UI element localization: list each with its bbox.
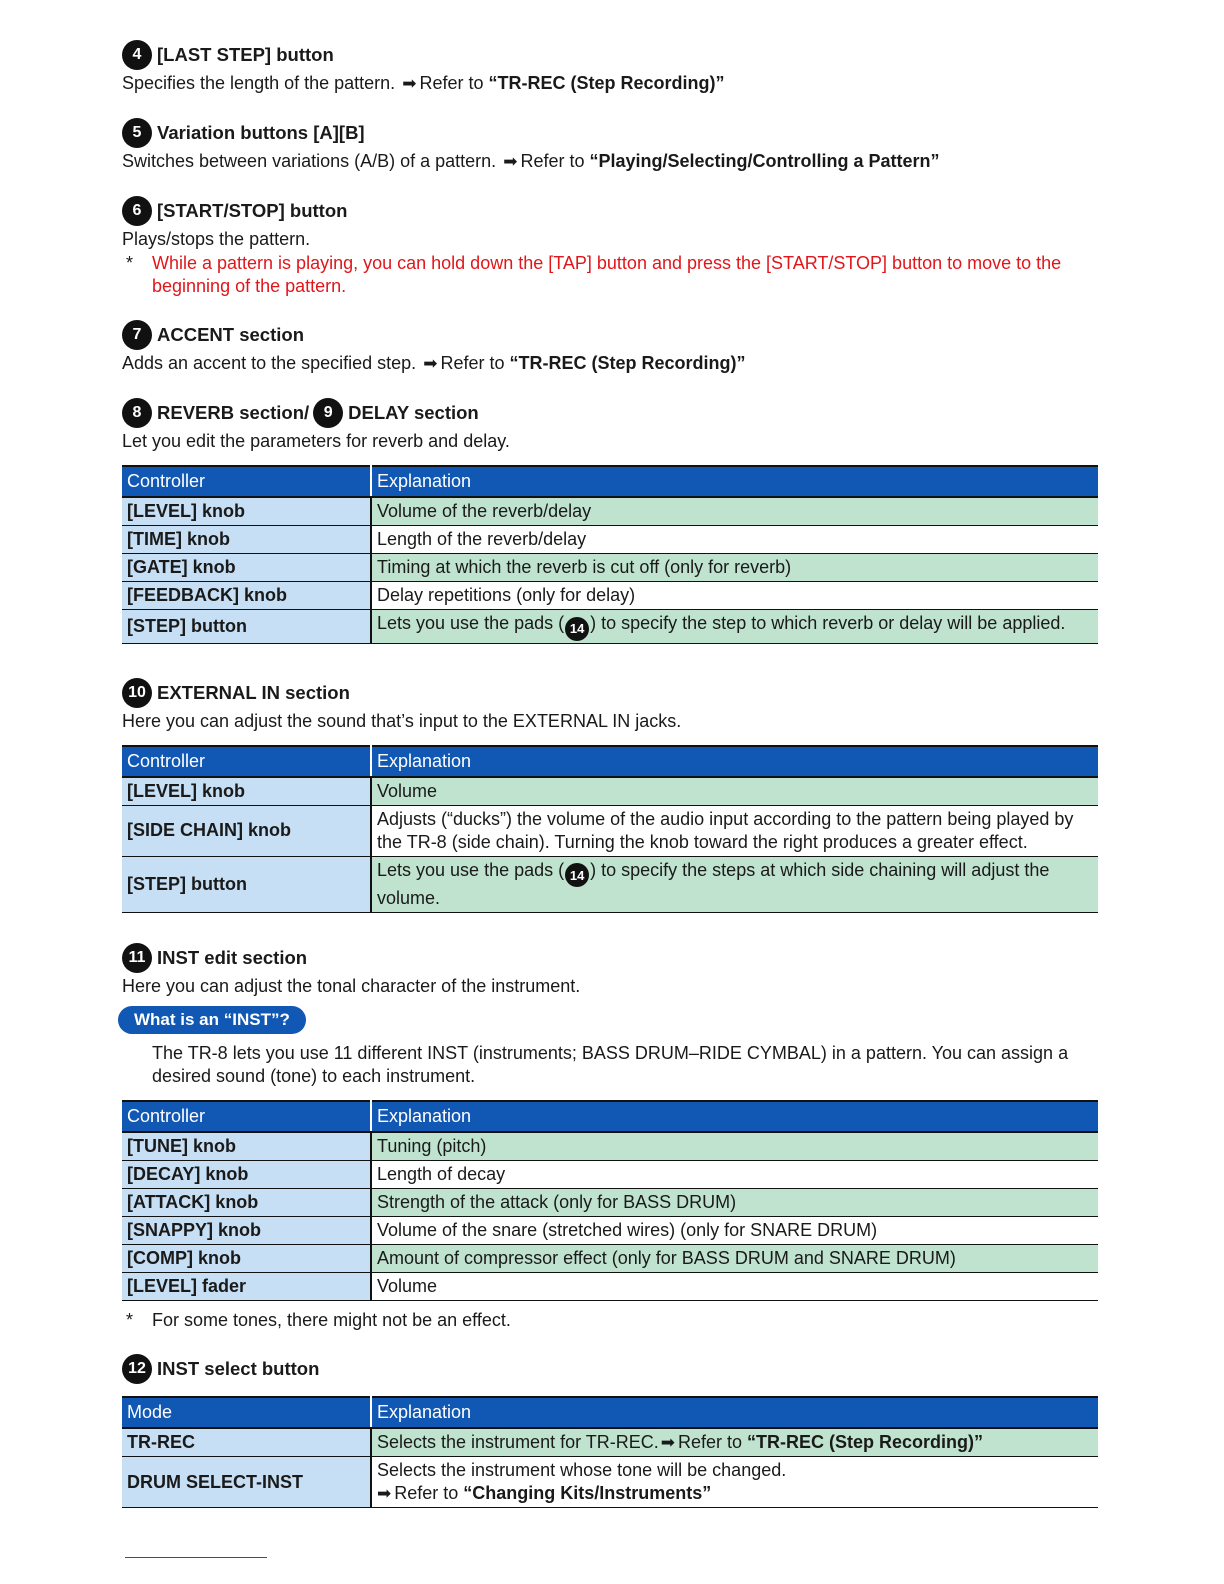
section-description: Plays/stops the pattern. bbox=[122, 229, 311, 249]
table-row bbox=[122, 1161, 1098, 1189]
section-inst-select bbox=[122, 1354, 1100, 1508]
explanation-cell bbox=[371, 856, 1098, 913]
arrow-right-icon: ➡ bbox=[503, 152, 518, 171]
table-row bbox=[122, 1132, 1098, 1161]
table-header bbox=[122, 1397, 1098, 1428]
section-title: [LAST STEP] button bbox=[157, 44, 334, 65]
explanation-cell: Timing at which the reverb is cut off (only for reverb) bbox=[371, 554, 1098, 582]
section-heading bbox=[122, 398, 1100, 428]
section-title: INST edit section bbox=[157, 947, 308, 968]
section-description bbox=[122, 71, 1100, 96]
table-header bbox=[122, 746, 1098, 777]
arrow-right-icon: ➡ bbox=[423, 354, 438, 373]
section-last-step bbox=[122, 40, 1100, 96]
section-heading bbox=[122, 943, 1100, 973]
footer-divider bbox=[125, 1557, 267, 1558]
column-header: Controller bbox=[122, 466, 371, 497]
explanation-text: Selects the instrument for TR-REC. bbox=[377, 1432, 659, 1452]
table-row bbox=[122, 1245, 1098, 1273]
note bbox=[122, 252, 1100, 298]
section-reverb-delay bbox=[122, 398, 1100, 644]
number-badge: 6 bbox=[122, 196, 152, 226]
arrow-right-icon: ➡ bbox=[377, 1484, 392, 1503]
refer-label: Refer to bbox=[678, 1432, 748, 1452]
table-row bbox=[122, 1189, 1098, 1217]
info-pill: What is an “INST”? bbox=[118, 1006, 306, 1034]
table-header bbox=[122, 1101, 1098, 1132]
pads-number-badge: 14 bbox=[565, 863, 589, 887]
table-header bbox=[122, 466, 1098, 497]
explanation-cell: Delay repetitions (only for delay) bbox=[371, 582, 1098, 610]
section-inst-edit bbox=[122, 943, 1100, 1332]
number-badge: 7 bbox=[122, 320, 152, 350]
mode-cell: DRUM SELECT-INST bbox=[122, 1457, 371, 1508]
controller-cell: [SNAPPY] knob bbox=[122, 1217, 371, 1245]
external-in-table bbox=[122, 745, 1098, 914]
explanation-text: Lets you use the pads ( bbox=[377, 613, 565, 633]
section-title: REVERB section/ bbox=[157, 402, 310, 423]
table-row bbox=[122, 1428, 1098, 1457]
section-description: Let you edit the parameters for reverb and delay. bbox=[122, 431, 510, 451]
controller-cell: [TIME] knob bbox=[122, 526, 371, 554]
cross-reference-link[interactable]: “TR-REC (Step Recording)” bbox=[488, 73, 725, 93]
section-title: INST select button bbox=[157, 1358, 320, 1379]
controller-cell: [LEVEL] knob bbox=[122, 497, 371, 526]
table-row bbox=[122, 805, 1098, 856]
explanation-cell bbox=[371, 1428, 1098, 1457]
note bbox=[122, 1309, 1100, 1332]
column-header: Mode bbox=[122, 1397, 371, 1428]
explanation-cell: Length of decay bbox=[371, 1161, 1098, 1189]
arrow-right-icon: ➡ bbox=[660, 1433, 676, 1452]
column-header: Explanation bbox=[371, 746, 1098, 777]
section-title: Variation buttons [A][B] bbox=[157, 122, 365, 143]
controller-cell: [DECAY] knob bbox=[122, 1161, 371, 1189]
cross-reference-link[interactable]: “Playing/Selecting/Controlling a Pattern” bbox=[589, 151, 940, 171]
section-heading bbox=[122, 196, 1100, 226]
explanation-cell: Tuning (pitch) bbox=[371, 1132, 1098, 1161]
section-heading bbox=[122, 320, 1100, 350]
controller-cell: [GATE] knob bbox=[122, 554, 371, 582]
table-row bbox=[122, 1217, 1098, 1245]
section-title: [START/STOP] button bbox=[157, 200, 348, 221]
controller-cell: [SIDE CHAIN] knob bbox=[122, 805, 371, 856]
section-description: Here you can adjust the tonal character of the instrument. bbox=[122, 976, 581, 996]
column-header: Controller bbox=[122, 746, 371, 777]
controller-cell: [FEEDBACK] knob bbox=[122, 582, 371, 610]
explanation-text: Lets you use the pads ( bbox=[377, 859, 565, 880]
section-description: Here you can adjust the sound that’s input to the EXTERNAL IN jacks. bbox=[122, 710, 682, 731]
description-text: Adds an accent to the specified step. bbox=[122, 353, 417, 373]
cross-reference-link[interactable]: “TR-REC (Step Recording)” bbox=[747, 1432, 984, 1452]
inst-select-table bbox=[122, 1396, 1098, 1508]
table-row bbox=[122, 610, 1098, 644]
section-title: EXTERNAL IN section bbox=[157, 681, 350, 703]
table-row bbox=[122, 1457, 1098, 1508]
column-header: Explanation bbox=[371, 1101, 1098, 1132]
arrow-right-icon: ➡ bbox=[402, 74, 417, 93]
explanation-cell: Strength of the attack (only for BASS DRUM) bbox=[371, 1189, 1098, 1217]
explanation-cell bbox=[371, 1457, 1098, 1508]
refer-label: Refer to bbox=[394, 1483, 464, 1503]
section-accent bbox=[122, 320, 1100, 376]
number-badge: 11 bbox=[122, 943, 152, 973]
number-badge: 10 bbox=[122, 678, 152, 708]
cross-reference-link[interactable]: “TR-REC (Step Recording)” bbox=[509, 353, 746, 373]
column-header: Explanation bbox=[371, 1397, 1098, 1428]
section-heading bbox=[122, 40, 1100, 70]
column-header: Explanation bbox=[371, 466, 1098, 497]
section-description bbox=[122, 149, 1100, 174]
table-row bbox=[122, 554, 1098, 582]
section-heading bbox=[122, 118, 1100, 148]
table-row bbox=[122, 497, 1098, 526]
number-badge: 9 bbox=[313, 398, 343, 428]
section-description bbox=[122, 351, 1100, 376]
description-text: Switches between variations (A/B) of a pattern. bbox=[122, 151, 497, 171]
cross-reference-link[interactable]: “Changing Kits/Instruments” bbox=[463, 1483, 712, 1503]
explanation-cell: Adjusts (“ducks”) the volume of the audio input according to the pattern being played by the TR-8 (side chain). Turning the knob toward the right produces a greater effect. bbox=[371, 805, 1098, 856]
note-asterisk: * bbox=[126, 253, 134, 273]
controller-cell: [STEP] button bbox=[122, 856, 371, 913]
table-row bbox=[122, 856, 1098, 913]
explanation-cell: Length of the reverb/delay bbox=[371, 526, 1098, 554]
mode-cell: TR-REC bbox=[122, 1428, 371, 1457]
manual-page bbox=[122, 40, 1100, 1530]
note-asterisk: * bbox=[126, 1310, 134, 1330]
explanation-cell: Volume of the snare (stretched wires) (only for SNARE DRUM) bbox=[371, 1217, 1098, 1245]
number-badge: 12 bbox=[122, 1354, 152, 1384]
section-variation-buttons bbox=[122, 118, 1100, 174]
explanation-cell: Volume bbox=[371, 777, 1098, 806]
note-text: While a pattern is playing, you can hold down the [TAP] button and press the [START/STOP] button to move to the beginning of the pattern. bbox=[152, 253, 1062, 296]
table-row bbox=[122, 1273, 1098, 1301]
pads-number-badge: 14 bbox=[565, 617, 589, 641]
refer-label: Refer to bbox=[520, 151, 590, 171]
note-text: For some tones, there might not be an effect. bbox=[152, 1310, 511, 1330]
table-row bbox=[122, 582, 1098, 610]
controller-cell: [STEP] button bbox=[122, 610, 371, 644]
controller-cell: [ATTACK] knob bbox=[122, 1189, 371, 1217]
column-header: Controller bbox=[122, 1101, 371, 1132]
explanation-cell bbox=[371, 610, 1098, 644]
explanation-text: Selects the instrument whose tone will be changed. bbox=[377, 1460, 787, 1480]
explanation-text: ) to specify the steps at which side chaining will adjust the volume. bbox=[377, 859, 1050, 908]
controller-cell: [LEVEL] knob bbox=[122, 777, 371, 806]
section-start-stop bbox=[122, 196, 1100, 298]
section-title: DELAY section bbox=[348, 402, 479, 423]
table-row bbox=[122, 777, 1098, 806]
controller-cell: [LEVEL] fader bbox=[122, 1273, 371, 1301]
controller-cell: [COMP] knob bbox=[122, 1245, 371, 1273]
inst-edit-table bbox=[122, 1100, 1098, 1301]
section-external-in bbox=[122, 678, 1100, 914]
explanation-text: ) to specify the step to which reverb or delay will be applied. bbox=[590, 613, 1066, 633]
section-heading bbox=[122, 678, 1100, 708]
number-badge: 8 bbox=[122, 398, 152, 428]
number-badge: 5 bbox=[122, 118, 152, 148]
explanation-cell: Volume bbox=[371, 1273, 1098, 1301]
section-title: ACCENT section bbox=[157, 324, 304, 345]
refer-label: Refer to bbox=[419, 73, 489, 93]
number-badge: 4 bbox=[122, 40, 152, 70]
table-row bbox=[122, 526, 1098, 554]
controller-cell: [TUNE] knob bbox=[122, 1132, 371, 1161]
section-heading bbox=[122, 1354, 1100, 1384]
explanation-cell: Amount of compressor effect (only for BASS DRUM and SNARE DRUM) bbox=[371, 1245, 1098, 1273]
description-text: Specifies the length of the pattern. bbox=[122, 73, 396, 93]
reverb-delay-table bbox=[122, 465, 1098, 644]
info-text: The TR-8 lets you use 11 different INST (instruments; BASS DRUM–RIDE CYMBAL) in a pattern. You can assign a desired sound (tone) to each instrument. bbox=[152, 1043, 1069, 1086]
refer-label: Refer to bbox=[440, 353, 510, 373]
explanation-cell: Volume of the reverb/delay bbox=[371, 497, 1098, 526]
